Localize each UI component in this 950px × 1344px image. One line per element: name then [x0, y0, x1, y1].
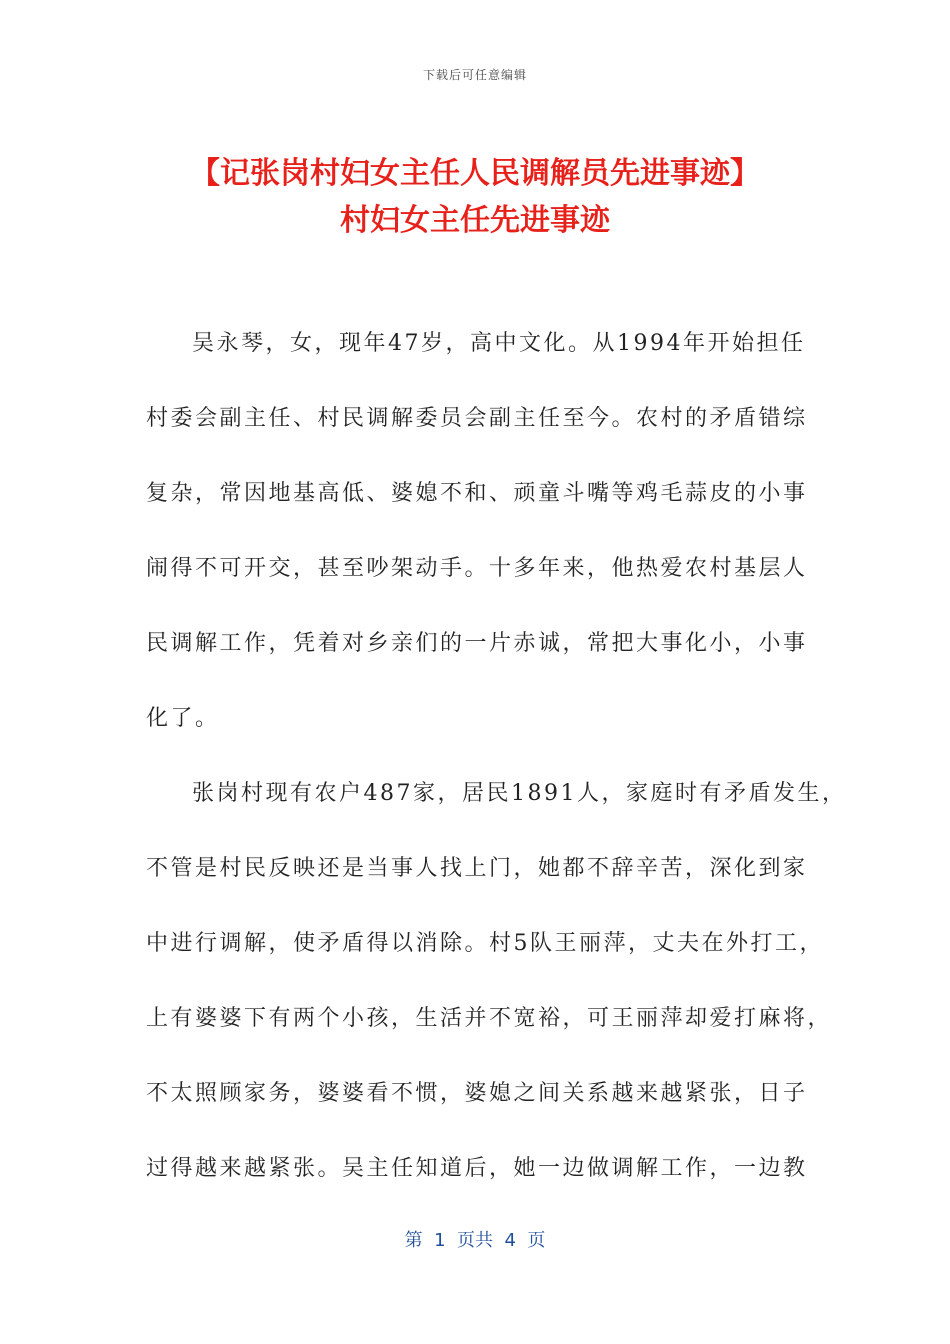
- paragraph-line: 上有婆婆下有两个小孩，生活并不宽裕，可王丽萍却爱打麻将，: [146, 1006, 833, 1031]
- paragraph-line: 不太照顾家务，婆婆看不惯，婆媳之间关系越来越紧张，日子: [146, 1081, 808, 1106]
- paragraph-line: 闹得不可开交，甚至吵架动手。十多年来，他热爱农村基层人: [146, 556, 808, 581]
- paragraph-line: 过得越来越紧张。吴主任知道后，她一边做调解工作，一边教: [146, 1156, 808, 1181]
- title-line-1: 【记张岗村妇女主任人民调解员先进事迹】: [190, 156, 760, 191]
- title-line-2: 村妇女主任先进事迹: [340, 203, 610, 238]
- paragraph-line: 不管是村民反映还是当事人找上门，她都不辞辛苦，深化到家: [146, 856, 808, 881]
- paragraph-line: 中进行调解，使矛盾得以消除。村5队王丽萍，丈夫在外打工，: [146, 931, 824, 956]
- header-note: 下载后可任意编辑: [422, 68, 527, 82]
- paragraph-line: 民调解工作，凭着对乡亲们的一片赤诚，常把大事化小，小事: [146, 631, 808, 656]
- document-body: [146, 322, 847, 1222]
- paragraph-line: 吴永琴，女，现年47岁，高中文化。从1994年开始担任: [192, 331, 806, 356]
- document-title: [60, 150, 890, 244]
- paragraph-line: 村委会副主任、村民调解委员会副主任至今。农村的矛盾错综: [146, 406, 808, 431]
- page-number-footer: 第 1 页共 4 页: [404, 1230, 546, 1251]
- paragraph-line: 复杂，常因地基高低、婆媳不和、顽童斗嘴等鸡毛蒜皮的小事: [146, 481, 808, 506]
- paragraph-line: 张岗村现有农户487家，居民1891人，家庭时有矛盾发生，: [192, 781, 847, 806]
- paragraph-line: 化了。: [146, 706, 220, 731]
